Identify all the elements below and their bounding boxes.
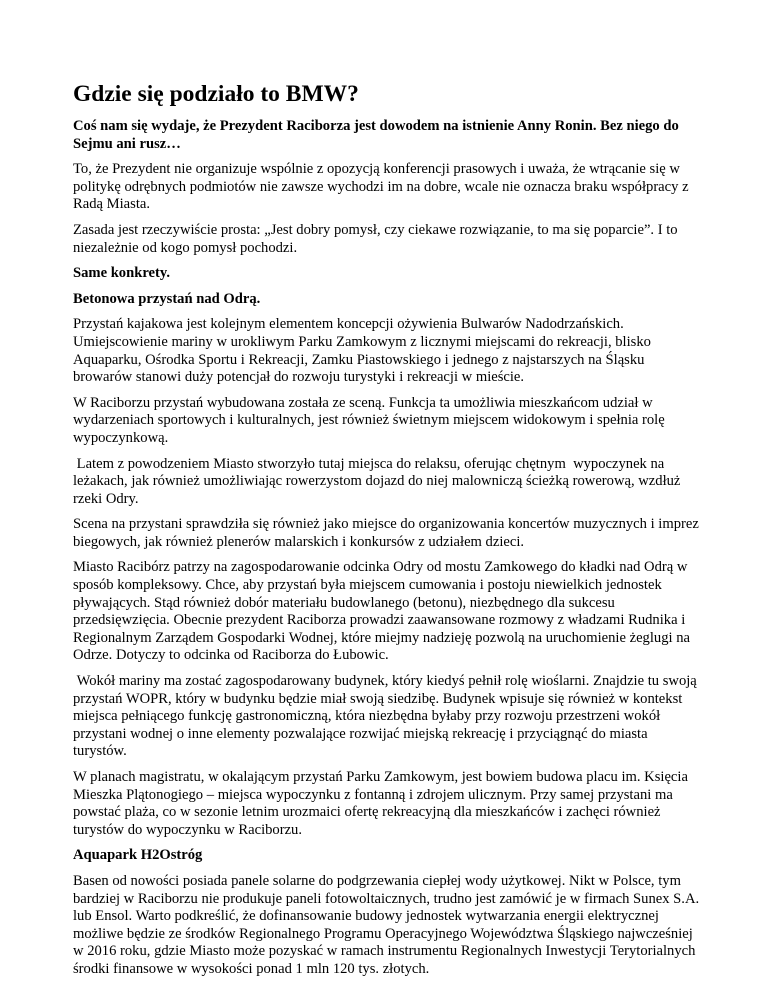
paragraph: W Raciborzu przystań wybudowana została ze sceną. Funkcja ta umożliwia mieszkańcom udział w wydarzeniach sportowych i kulturalnych, jest również świetnym miejscem widokowym i spełnia rolę wypoczynkową. (73, 394, 665, 446)
paragraph: W planach magistratu, w okalającym przystań Parku Zamkowym, jest bowiem budowa placu im. Księcia Mieszka Plątonogiego – miejsca wypoczynku z fontanną i zdrojem ulicznym. Przy samej przystani ma powstać plaża, co w sezonie letnim urozmaici ofertę rekreacyjną dla mieszkańców i zachęci również turystów do wypoczynku w Raciborzu. (73, 769, 688, 838)
document-page (73, 80, 703, 987)
paragraph: To, że Prezydent nie organizuje wspólnie z opozycją konferencji prasowych i uważa, że wtrącanie się w politykę odrębnych podmiotów nie zawsze wychodzi im na dobre, wcale nie oznacza braku współpracy z Radą Miasta. (73, 161, 689, 213)
paragraph: Latem z powodzeniem Miasto stworzyło tutaj miejsca do relaksu, oferując chętnym wypoczynek na leżakach, jak również umożliwiając rowerzystom dojazd do niej malowniczą ścieżką rowerową, wzdłuż rzeki Odry. (73, 455, 685, 507)
section-heading: Aquapark H2Ostróg (73, 847, 203, 864)
section-heading: Same konkrety. (73, 265, 171, 282)
paragraph: Zasada jest rzeczywiście prosta: „Jest dobry pomysł, czy ciekawe rozwiązanie, to ma się poparcie”. I to niezależnie od kogo pomysł pochodzi. (73, 221, 678, 256)
paragraph: Scena na przystani sprawdziła się również jako miejsce do organizowania koncertów muzycznych i imprez biegowych, jak również plenerów malarskich i konkursów z udziałem dzieci. (73, 516, 699, 550)
paragraph: Przystań kajakowa jest kolejnym elementem koncepcji ożywienia Bulwarów Nadodrzańskich. Umiejscowienie mariny w urokliwym Parku Zamkowym z licznymi miejscami do rekreacji, blisko Aquaparku, Ośrodka Sportu i Rekreacji, Zamku Piastowskiego i jednego z najstarszych na Śląsku browarów stanowi duży potencjał do rozwoju turystyki i rekreacji w mieście. (73, 316, 651, 386)
paragraph: Miasto Racibórz patrzy na zagospodarowanie odcinka Odry od mostu Zamkowego do kładki nad Odrą w sposób kompleksowy. Chce, aby przystań była miejscem cumowania i postoju niewielkich jednostek pływających. Stąd również dobór materiału budowlanego (betonu), niezbędnego dla sukcesu przedsięwzięcia. Obecnie prezydent Raciborza prowadzi zaawansowane rozmowy z władzami Rudnika i Regionalnym Zarządem Gospodarki Wodnej, które miejmy nadzieję pozwolą na uruchomienie żeglugi na Odrze. Dotyczy to odcinka od Raciborza do Łubowic. (73, 559, 690, 664)
document-title: Gdzie się podziało to BMW? (73, 81, 359, 107)
lead-paragraph: Coś nam się wydaje, że Prezydent Raciborza jest dowodem na istnienie Anny Ronin. Bez niego do Sejmu ani rusz… (73, 118, 679, 152)
section-heading: Betonowa przystań nad Odrą. (73, 290, 261, 307)
paragraph: Basen od nowości posiada panele solarne do podgrzewania ciepłej wody użytkowej. Nikt w Polsce, tym bardziej w Raciborzu nie produkuje paneli fotowoltaicznych, trudno jest zamówić je w firmach Sunex S.A. lub Ensol. Warto podkreślić, że dofinansowanie budowy jednostek wytwarzania energii elektrycznej możliwe będzie ze środków Regionalnego Programu Operacyjnego Województwa Śląskiego najwcześniej w 2016 roku, gdzie Miasto może pozyskać w ramach instrumentu Regionalnych Inwestycji Terytorialnych środki finansowe w wysokości ponad 1 mln 120 tys. złotych. (73, 872, 700, 977)
paragraph: Wokół mariny ma zostać zagospodarowany budynek, który kiedyś pełnił rolę wioślarni. Znajdzie tu swoją przystań WOPR, który w budynku będzie miał swoją siedzibę. Budynek wpisuje się również w kontekst miejsca pełniącego funkcję gastronomiczną, która niezbędna byłaby przy rozwoju przestrzeni wokół przystani wodnej o inne elementy pozwalające rozwijać miejską rekreację i przyciągnąć do miasta turystów. (73, 673, 701, 760)
